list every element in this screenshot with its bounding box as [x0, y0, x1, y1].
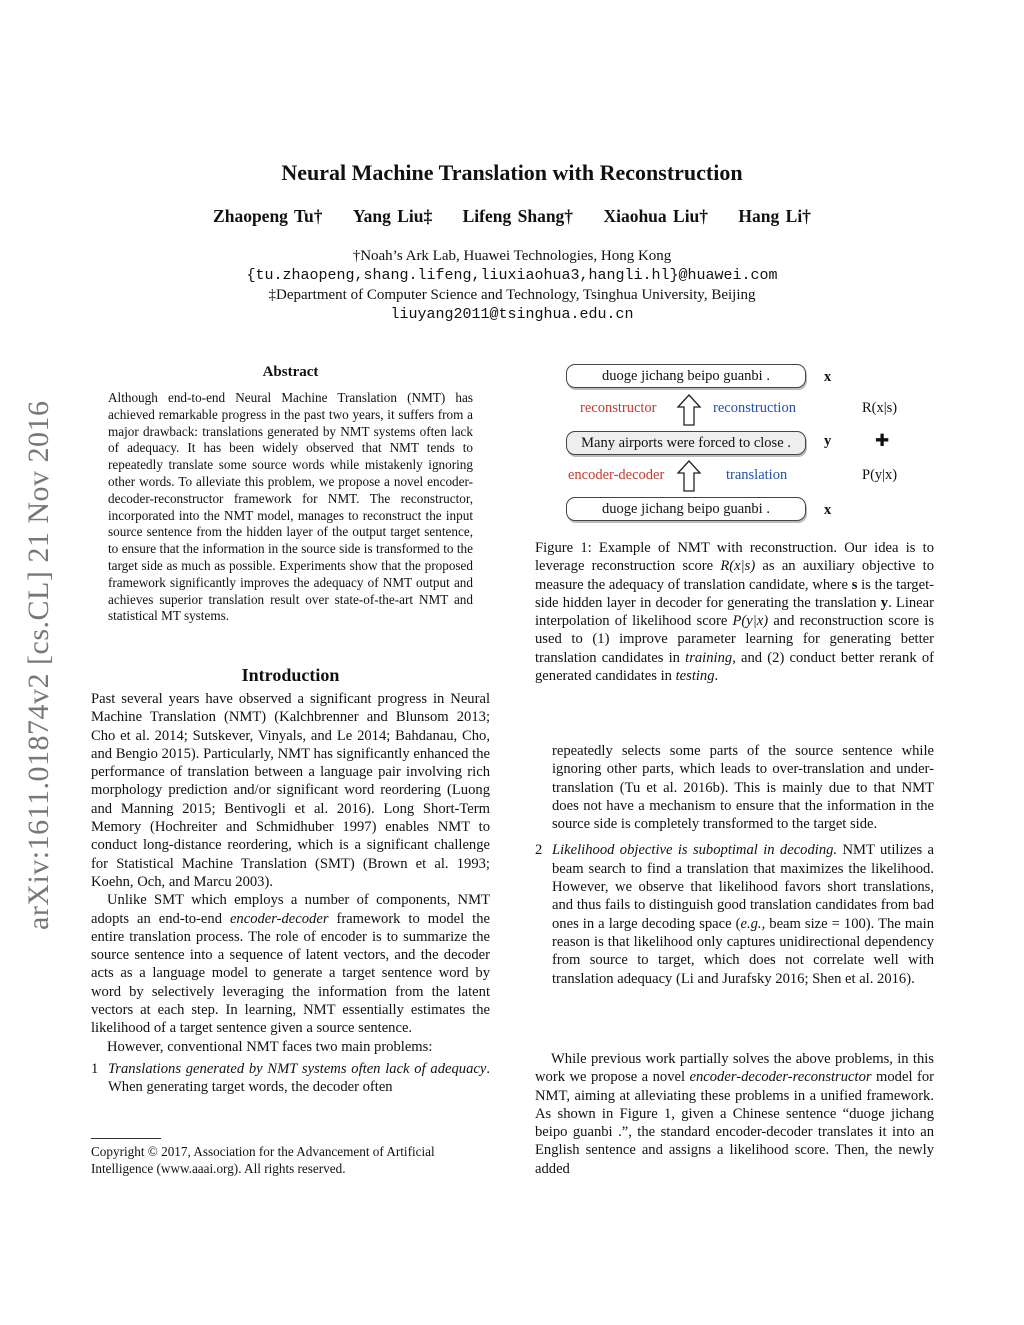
- arxiv-stamp: arXiv:1611.01874v2 [cs.CL] 21 Nov 2016: [22, 400, 55, 930]
- x-label-bottom: x: [824, 502, 832, 518]
- abstract-heading: Abstract: [262, 364, 319, 380]
- translation-label: translation: [726, 467, 788, 483]
- x-label-top: x: [824, 369, 832, 385]
- source-sentence-box-bottom: duoge jichang beipo guanbi .: [566, 497, 806, 521]
- intro-paragraph-2: Unlike SMT which employs a number of components, NMT adopts an end-to-end encoder-decoder framework to model the entire translation process. The role of encoder is to summarize the source sentence into a sequence of latent vectors, and the decoder acts as a language model to generate a target sentence word by word by selectively leveraging the information from the latent vectors at each step. In learning, NMT essentially estimates the likelihood of a target sentence given a source sentence.: [91, 892, 490, 1037]
- up-arrow-icon: [676, 393, 702, 427]
- plus-icon: ✚: [875, 431, 890, 450]
- author: Yang Liu‡: [352, 206, 433, 226]
- likelihood-score-label: P(y|x): [862, 467, 898, 483]
- footnote-rule: [91, 1138, 161, 1139]
- source-sentence-box-top: duoge jichang beipo guanbi .: [566, 364, 806, 388]
- introduction-heading: Introduction: [241, 665, 340, 685]
- y-label: y: [824, 433, 832, 449]
- reconstructor-label: reconstructor: [580, 400, 657, 416]
- intro-paragraph-1: Past several years have observed a significant progress in Neural Machine Translation (NMT) (Kalchbrenner and Blunsom 2013; Cho et al. 2014; Sutskever, Vinyals, and Le 2014; Bahdanau, Cho, and Bengio 2015). Particularly, NMT has significantly enhanced the performance of translation between a language pair involving rich morphology prediction and/or significant word reordering (Luong and Manning 2015; Bentivogli et al. 2016). Long Short-Term Memory (Hochreiter and Schmidhuber 1997) enables NMT to conduct long-distance reordering, which is a significant challenge for Statistical Machine Translation (SMT) (Brown et al. 1993; Koehn, Och, and Marcu 2003).: [91, 691, 490, 890]
- up-arrow-icon: [676, 459, 702, 493]
- paper-title: Neural Machine Translation with Reconstruction: [281, 160, 743, 185]
- author-list: [0, 206, 1024, 227]
- intro-paragraph-3: However, conventional NMT faces two main problems:: [107, 1038, 433, 1055]
- problem-item-1: 1 Translations generated by NMT systems often lack of adequacy. When generating target words, the decoder often: [91, 1060, 490, 1096]
- target-sentence-box: Many airports were forced to close .: [566, 431, 806, 455]
- encoder-decoder-label: encoder-decoder: [568, 467, 665, 483]
- author: Xiaohua Liu†: [603, 206, 709, 226]
- author: Lifeng Shang†: [462, 206, 574, 226]
- author: Hang Li†: [738, 206, 811, 226]
- figure-caption: Figure 1: Example of NMT with reconstruction. Our idea is to leverage reconstruction score R(x|s) as an auxiliary objective to measure the adequacy of translation candidate, where s is the target-side hidden layer in decoder for generating the translation y. Linear interpolation of likelihood score P(y|x) and reconstruction score is used to (1) improve parameter learning for generating better translation candidates in training, and (2) conduct better rerank of generated candidates in testing.: [535, 540, 935, 685]
- copyright-notice: Copyright © 2017, Association for the Advancement of Artificial Intelligence (www.aaai.org). All rights reserved.: [91, 1144, 435, 1176]
- intro-body: [91, 690, 490, 1097]
- author: Zhaopeng Tu†: [213, 206, 323, 226]
- problem-item-1-continued: repeatedly selects some parts of the source sentence while ignoring other parts, which leads to over-translation and under-translation (Tu et al. 2016b). This is mainly due to that NMT does not have a mechanism to ensure that the information in the source side is completely transformed to the target side.: [552, 743, 934, 833]
- reconstruction-score-label: R(x|s): [862, 400, 898, 416]
- right-column-body: [535, 742, 935, 988]
- affiliation-tsinghua: ‡Department of Computer Science and Technology, Tsinghua University, Beijing: [268, 287, 756, 303]
- problem-item-2: 2 Likelihood objective is suboptimal in decoding. NMT utilizes a beam search to find a translation that maximizes the likelihood. However, we observe that likelihood favors short translations, and thus fails to distinguish good translation candidates from bad ones in a large decoding space (e.g., beam size = 100). The main reason is that likelihood only captures unidirectional dependency from source to target, which does not correlate well with translation adequacy (Li and Jurafsky 2016; Shen et al. 2016).: [535, 842, 935, 987]
- affiliation-huawei: †Noah’s Ark Lab, Huawei Technologies, Hong Kong: [352, 248, 672, 264]
- reconstruction-label: reconstruction: [713, 400, 796, 416]
- email-huawei: {tu.zhaopeng,shang.lifeng,liuxiaohua3,hangli.hl}@huawei.com: [246, 267, 778, 284]
- email-tsinghua: liuyang2011@tsinghua.edu.cn: [390, 306, 634, 323]
- proposal-paragraph: While previous work partially solves the above problems, in this work we propose a novel encoder-decoder-reconstructor model for NMT, aiming at alleviating these problems in a unified framework. As shown in Figure 1, given a Chinese sentence “duoge jichang beipo guanbi .”, the standard encoder-decoder translates it into an English sentence and assigns a likelihood score. Then, the newly added: [535, 1051, 934, 1177]
- abstract-text: Although end-to-end Neural Machine Translation (NMT) has achieved remarkable progress in the past two years, it suffers from a major drawback: translations generated by NMT systems often lack of adequacy. It has been widely observed that NMT tends to repeatedly translate some source words while mistakenly ignoring other words. To alleviate this problem, we propose a novel encoder-decoder-reconstructor framework for NMT. The reconstructor, incorporated into the NMT model, manages to reconstruct the input source sentence from the hidden layer of the output target sentence, to ensure that the information in the source side is transformed to the target side as much as possible. Experiments show that the proposed framework significantly improves the adequacy of NMT output and achieves superior translation result over state-of-the-art NMT and statistical MT systems.: [108, 390, 473, 624]
